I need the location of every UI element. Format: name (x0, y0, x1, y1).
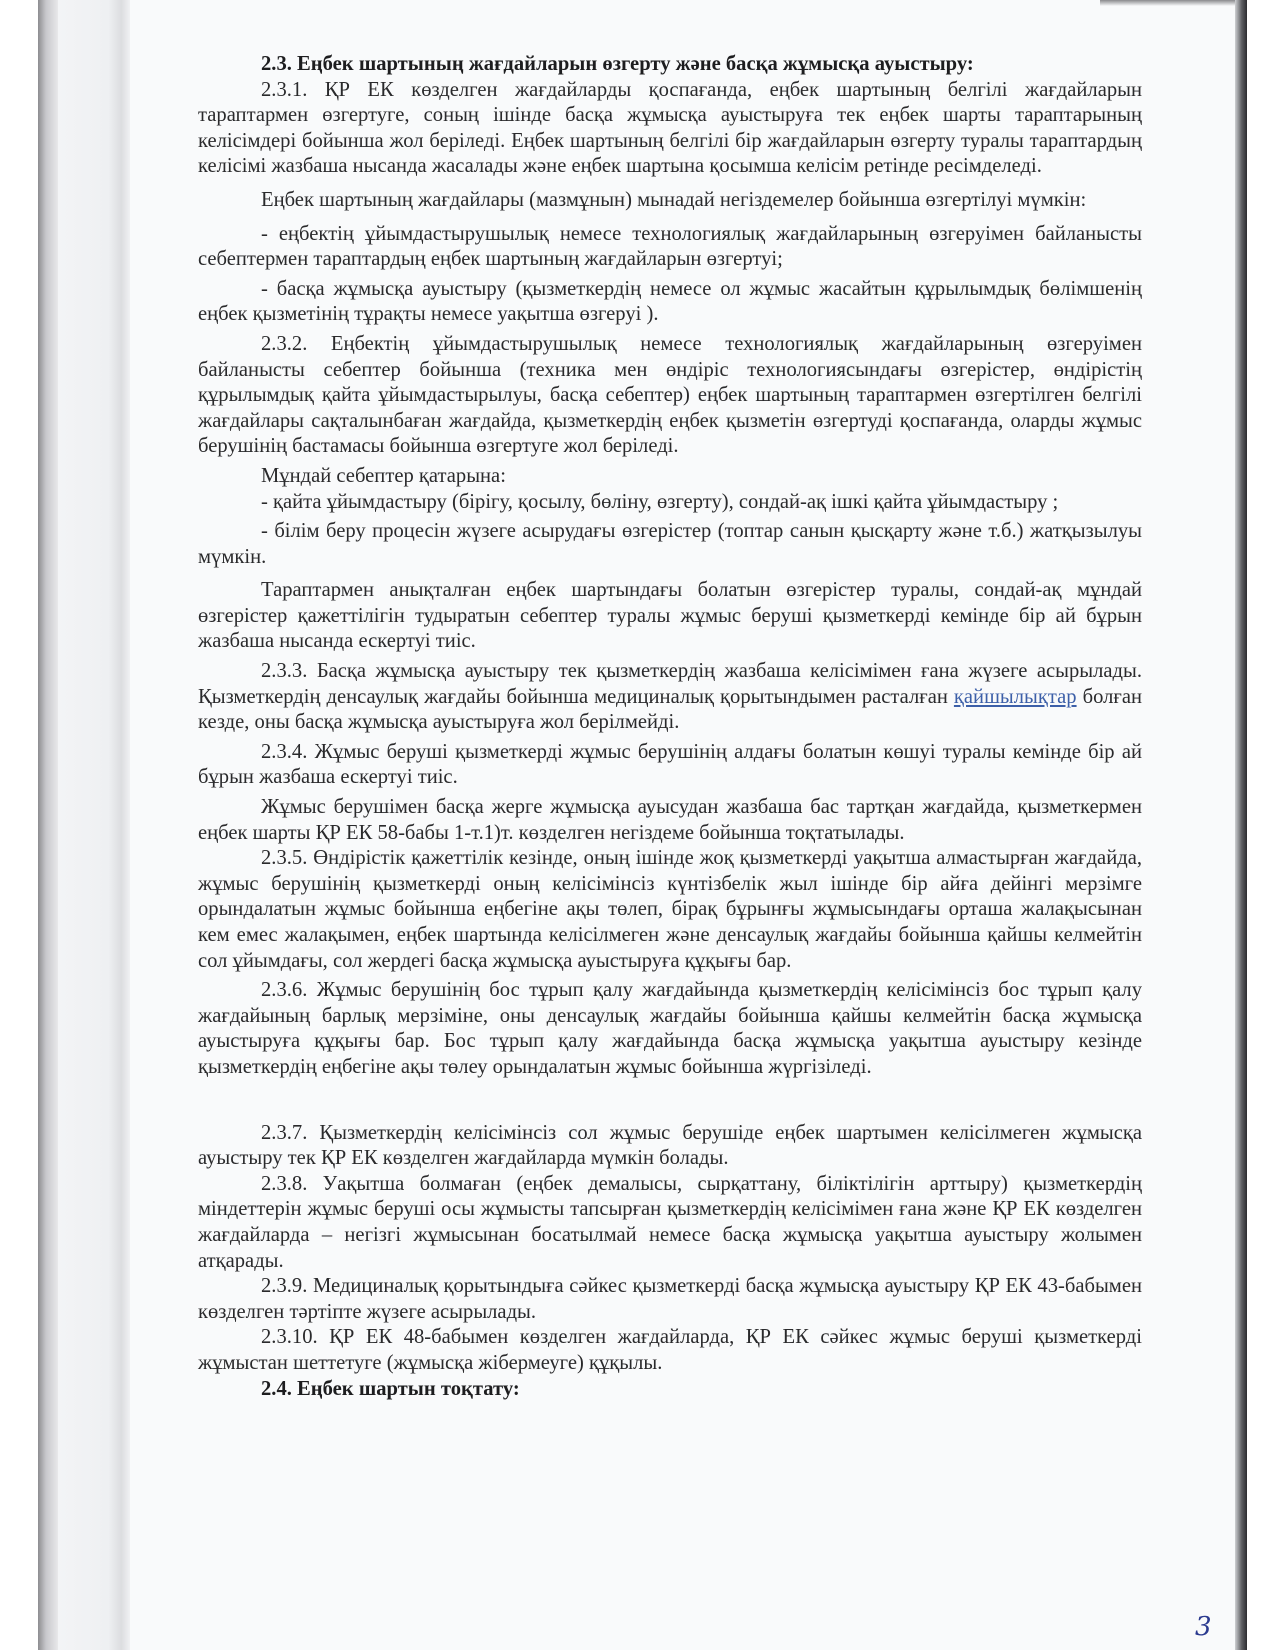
document-body (198, 52, 1142, 1402)
scan-margin-left (0, 0, 38, 1650)
list-item-reason-2: - білім беру процесін жүзеге асырудағы өзгерістер (топтар санын қысқарту және т.б.) жатқызылуы мүмкін. (198, 520, 1142, 568)
binding-shadow (38, 0, 58, 1650)
page-right-edge-shadow (1235, 0, 1247, 1650)
paragraph-2-3-6: 2.3.6. Жұмыс берушінің бос тұрып қалу жағдайында қызметкердің келісімінсіз бос тұрып қалу жағдайының барлық мерзіміне, оны денсаулық жағдайы бойынша қайшы келмейтін басқа жұмысқа ауыстыруға құқығы бар. Бос тұрып қалу жағдайында басқа жұмысқа уақытша ауыстыру кезінде қызметкердің еңбегіне ақы төлеу орындалатын жұмыс бойынша жүргізіледі. (198, 979, 1142, 1078)
paragraph-2-3-3 (198, 659, 1142, 736)
section-heading-2-4: 2.4. Еңбек шартын тоқтату: (261, 1377, 520, 1400)
paragraph-2-3-1: 2.3.1. ҚР ЕК көзделген жағдайларды қоспағанда, еңбек шартының белгілі жағдайларын тараптармен өзгертуге, соның ішінде басқа жұмысқа ауыстыруға тек еңбек шарты тараптарының келісімдері бойынша жол беріледі. Еңбек шартының белгілі бір жағдайларын өзгерту туралы тараптардың келісімі жазбаша нысанда жасалады және еңбек шартына қосымша келісім ретінде ресімделеді. (198, 78, 1142, 178)
list-item-ground-2: - басқа жұмысқа ауыстыру (қызметкердің немесе ол жұмыс жасайтын құрылымдық бөлімшенің еңбек қызметінің тұрақты немесе уақытша өзгеруі ). (198, 277, 1142, 326)
paragraph-reasons: Мұндай себептер қатарына: (261, 464, 506, 487)
paragraph-2-3-2: 2.3.2. Еңбектің ұйымдастырушылық немесе технологиялық жағдайларының өзгеруімен байланысты себептер бойынша (техника мен өндіріс технологиясындағы өзгерістер, өндірістің құрылымдық қайта ұйымдастырылуы, басқа себептер) еңбек шартының тараптармен өзгертілген белгілі жағдайлары сақталынбаған жағдайда, қызметкердің еңбек қызметін өзгертуді қоспағанда, оларды жұмыс берушінің бастамасы бойынша өзгертуге жол беріледі. (198, 332, 1142, 458)
handwritten-page-number: 3 (1195, 1612, 1212, 1642)
list-item-reason-1: - қайта ұйымдастыру (бірігу, қосылу, бөліну, өзгерту), сондай-ақ ішкі қайта ұйымдастыру ; (261, 490, 1059, 513)
list-item-ground-1: - еңбектің ұйымдастырушылық немесе технологиялық жағдайларының өзгеруімен байланысты себептермен тараптардың еңбек шартының жағдайларын өзгертуі; (198, 222, 1142, 271)
paragraph-2-3-4: 2.3.4. Жұмыс беруші қызметкерді жұмыс берушінің алдағы болатын көшуі туралы кемінде бір ай бұрын жазбаша ескертуі тиіс. (198, 740, 1142, 789)
paragraph-2-3-3-text-end: болған кезде, оны басқа жұмысқа ауыстыруға жол берілмейді. (198, 685, 1142, 734)
scan-margin-right (1247, 0, 1275, 1650)
contradictions-link[interactable]: қайшылықтар (953, 685, 1077, 708)
page-spine (58, 0, 130, 1650)
paragraph-2-3-3-text-start: 2.3.3. Басқа жұмысқа ауыстыру тек қызметкердің жазбаша келісімімен ғана жүзеге асырылады. Қызметкердің денсаулық жағдайы бойынша медициналық қорытындымен расталған (198, 660, 1142, 708)
paragraph-notice: Тараптармен анықталған еңбек шартындағы болатын өзгерістер туралы, сондай-ақ мұндай өзгерістер қажеттілігін тудыратын себептер туралы жұмыс беруші қызметкерді кемінде бір ай бұрын жазбаша нысанда ескертуі тиіс. (198, 579, 1142, 653)
paragraph-grounds: Еңбек шартының жағдайлары (мазмұнын) мынадай негіздемелер бойынша өзгертілуі мүмкін: (261, 188, 1087, 211)
page-top-edge-shadow (1100, 0, 1240, 6)
paragraph-2-3-5: 2.3.5. Өндірістік қажеттілік кезінде, оның ішінде жоқ қызметкерді уақытша алмастырған жағдайда, жұмыс берушінің қызметкерді оның келісімінсіз күнтізбелік жыл ішінде бір айға дейінгі мерзімге орындалатын жұмыс бойынша еңбегіне ақы төлеп, бірақ бұрынғы жұмысындағы орташа жалақысынан кем емес жалақымен, еңбек шартында келісілмеген және денсаулық жағдайы бойынша қайшы келмейтін сол ұйымдағы, сол жердегі басқа жұмысқа ауыстыруға құқығы бар. (198, 847, 1142, 972)
paragraph-2-3-10: 2.3.10. ҚР ЕК 48-бабымен көзделген жағдайларда, ҚР ЕК сәйкес жұмыс беруші қызметкерді жұмыстан шеттетуге (жұмысқа жібермеуге) құқылы. (198, 1326, 1142, 1374)
paragraph-refusal: Жұмыс берушімен басқа жерге жұмысқа ауысудан жазбаша бас тартқан жағдайда, қызметкермен еңбек шарты ҚР ЕК 58-бабы 1-т.1)т. көзделген негіздеме бойынша тоқтатылады. (198, 796, 1142, 844)
paragraph-2-3-7: 2.3.7. Қызметкердің келісімінсіз сол жұмыс берушіде еңбек шартымен келісілмеген жұмысқа ауыстыру тек ҚР ЕК көзделген жағдайларда мүмкін болады. (198, 1121, 1142, 1170)
paragraph-2-3-9: 2.3.9. Медициналық қорытындыға сәйкес қызметкерді басқа жұмысқа ауыстыру ҚР ЕК 43-бабымен көзделген тәртіпте жүзеге асырылады. (198, 1275, 1142, 1323)
section-heading-2-3: 2.3. Еңбек шартының жағдайларын өзгерту және басқа жұмысқа ауыстыру: (261, 53, 974, 75)
paragraph-2-3-8: 2.3.8. Уақытша болмаған (еңбек демалысы, сырқаттану, біліктілігін арттыру) қызметкердің міндеттерін жұмыс беруші осы жұмысты тапсырған қызметкердің келісімімен ғана және ҚР ЕК көзделген жағдайларда – негізгі жұмысынан босатылмай немесе басқа жұмысқа уақытша ауыстыру жолымен атқарады. (198, 1172, 1142, 1272)
